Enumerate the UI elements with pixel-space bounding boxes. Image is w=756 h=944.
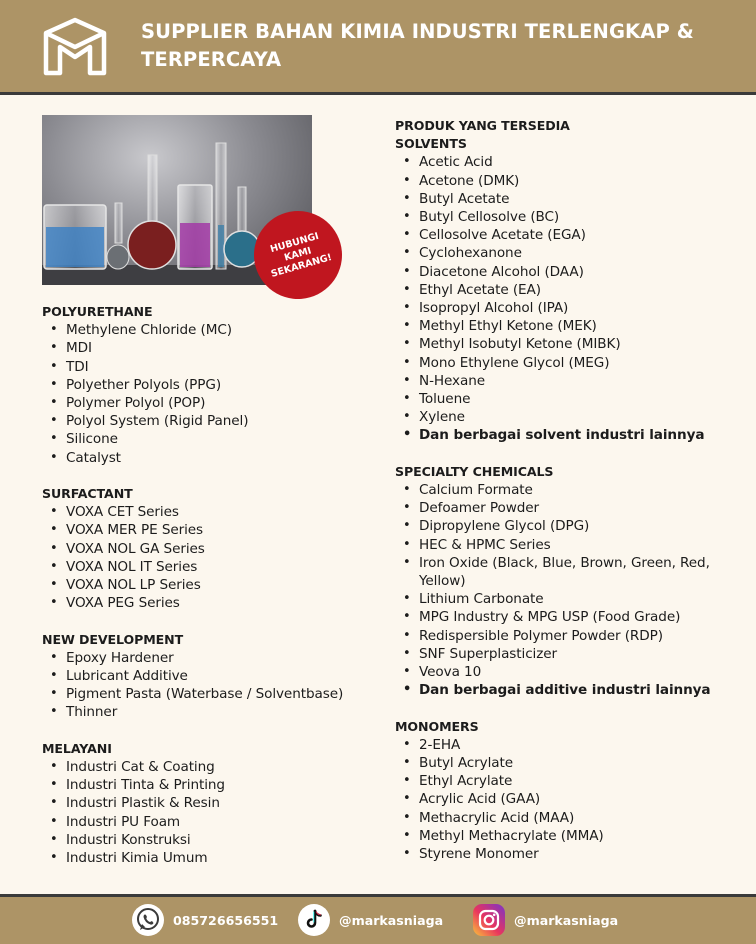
whatsapp-icon (131, 903, 165, 937)
specialty-chemicals-list (395, 481, 735, 699)
list-item: • Industri Cat & Coating (42, 758, 382, 776)
list-item: • VOXA NOL GA Series (42, 540, 382, 558)
right-column (395, 117, 735, 881)
header-divider (0, 92, 756, 95)
list-item: • Toluene (395, 390, 735, 408)
solvents-list (395, 153, 735, 444)
list-item: • Iron Oxide (Black, Blue, Brown, Green, Red, Yellow) (395, 554, 735, 590)
list-item: • N-Hexane (395, 372, 735, 390)
list-item: • TDI (42, 358, 382, 376)
list-item-closing: • Dan berbagai solvent industri lainnya (395, 426, 735, 444)
section-title: MONOMERS (395, 718, 479, 734)
list-item: • Isopropyl Alcohol (IPA) (395, 299, 735, 317)
list-item: • Lubricant Additive (42, 667, 382, 685)
section-title: SPECIALTY CHEMICALS (395, 463, 554, 479)
list-item: • Methacrylic Acid (MAA) (395, 809, 735, 827)
list-item: • MPG Industry & MPG USP (Food Grade) (395, 608, 735, 626)
products-heading: PRODUK YANG TERSEDIA (395, 118, 570, 133)
list-item: • Butyl Acrylate (395, 754, 735, 772)
header-banner (0, 0, 756, 92)
instagram-link[interactable] (472, 903, 618, 937)
list-item: • VOXA NOL IT Series (42, 558, 382, 576)
list-item: • Industri Konstruksi (42, 831, 382, 849)
left-column (42, 303, 382, 885)
list-item: • Thinner (42, 703, 382, 721)
list-item: • Silicone (42, 430, 382, 448)
phone-number: 085726656551 (173, 912, 279, 928)
list-item: • Acrylic Acid (GAA) (395, 790, 735, 808)
list-item: • Butyl Acetate (395, 190, 735, 208)
list-item: • Ethyl Acetate (EA) (395, 281, 735, 299)
melayani-list (42, 758, 382, 867)
list-item: • Ethyl Acrylate (395, 772, 735, 790)
list-item: • Polyether Polyols (PPG) (42, 376, 382, 394)
list-item: • SNF Superplasticizer (395, 645, 735, 663)
list-item: • Industri Tinta & Printing (42, 776, 382, 794)
footer-bar (0, 897, 756, 944)
list-item: • Epoxy Hardener (42, 649, 382, 667)
list-item: • Xylene (395, 408, 735, 426)
tiktok-link[interactable] (297, 903, 443, 937)
tiktok-icon (297, 903, 331, 937)
list-item-closing: • Dan berbagai additive industri lainnya (395, 681, 735, 699)
badge-label: HUBUNGI KAMI SEKARANG! (269, 230, 334, 280)
list-item: • Industri PU Foam (42, 813, 382, 831)
list-item: • Defoamer Powder (395, 499, 735, 517)
list-item: • Polyol System (Rigid Panel) (42, 412, 382, 430)
section-title: NEW DEVELOPMENT (42, 631, 184, 647)
section-title: SOLVENTS (395, 136, 467, 152)
list-item: • Butyl Cellosolve (BC) (395, 208, 735, 226)
instagram-handle: @markasniaga (514, 912, 619, 928)
tiktok-handle: @markasniaga (339, 912, 444, 928)
list-item: • Industri Kimia Umum (42, 849, 382, 867)
list-item: • Dipropylene Glycol (DPG) (395, 517, 735, 535)
list-item: • Calcium Formate (395, 481, 735, 499)
page-title: SUPPLIER BAHAN KIMIA INDUSTRI TERLENGKAP & TERPERCAYA (141, 20, 694, 71)
whatsapp-contact[interactable] (131, 903, 278, 937)
list-item: • Acetic Acid (395, 153, 735, 171)
list-item: • HEC & HPMC Series (395, 536, 735, 554)
new-development-list (42, 649, 382, 722)
list-item: • Styrene Monomer (395, 845, 735, 863)
list-item: • Redispersible Polymer Powder (RDP) (395, 627, 735, 645)
list-item: • Catalyst (42, 449, 382, 467)
section-title: POLYURETHANE (42, 304, 153, 319)
list-item: • Pigment Pasta (Waterbase / Solventbase) (42, 685, 382, 703)
list-item: • Acetone (DMK) (395, 172, 735, 190)
instagram-icon (472, 903, 506, 937)
list-item: • VOXA NOL LP Series (42, 576, 382, 594)
footer-divider (0, 894, 756, 897)
list-item: • Methyl Isobutyl Ketone (MIBK) (395, 335, 735, 353)
polyurethane-list (42, 321, 382, 467)
list-item: • Veova 10 (395, 663, 735, 681)
list-item: • VOXA PEG Series (42, 594, 382, 612)
markasniaga-logo-icon (42, 17, 108, 77)
section-title: MELAYANI (42, 740, 112, 756)
list-item: • Cellosolve Acetate (EGA) (395, 226, 735, 244)
list-item: • VOXA CET Series (42, 503, 382, 521)
list-item: • Diacetone Alcohol (DAA) (395, 263, 735, 281)
list-item: • 2-EHA (395, 736, 735, 754)
list-item: • Polymer Polyol (POP) (42, 394, 382, 412)
list-item: • Cyclohexanone (395, 244, 735, 262)
list-item: • VOXA MER PE Series (42, 521, 382, 539)
monomers-list (395, 736, 735, 863)
list-item: • Methylene Chloride (MC) (42, 321, 382, 339)
section-title: SURFACTANT (42, 486, 133, 502)
list-item: • Lithium Carbonate (395, 590, 735, 608)
list-item: • MDI (42, 339, 382, 357)
list-item: • Industri Plastik & Resin (42, 794, 382, 812)
list-item: • Methyl Ethyl Ketone (MEK) (395, 317, 735, 335)
surfactant-list (42, 503, 382, 612)
list-item: • Mono Ethylene Glycol (MEG) (395, 354, 735, 372)
list-item: • Methyl Methacrylate (MMA) (395, 827, 735, 845)
